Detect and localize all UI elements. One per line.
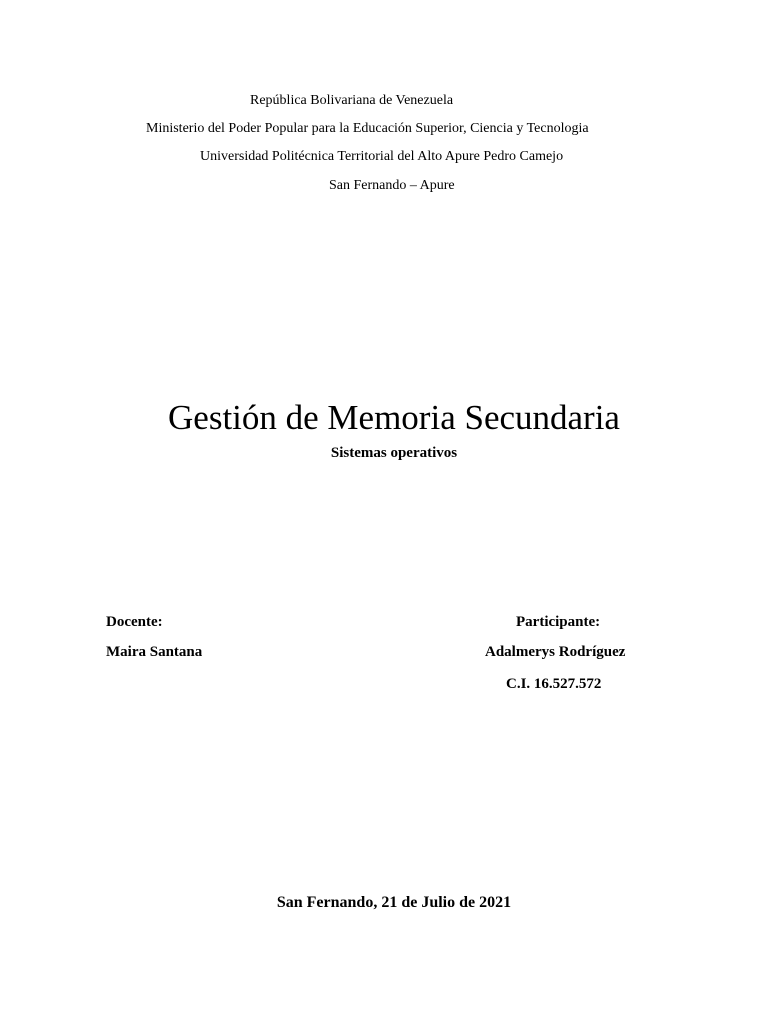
participante-name: Adalmerys Rodríguez [485, 644, 626, 660]
header-ministry: Ministerio del Poder Popular para la Educación Superior, Ciencia y Tecnologia [146, 121, 589, 136]
header-university: Universidad Politécnica Territorial del Alto Apure Pedro Camejo [200, 149, 564, 164]
docente-name: Maira Santana [106, 644, 203, 660]
docente-label: Docente: [106, 614, 163, 630]
header-country: República Bolivariana de Venezuela [250, 93, 454, 108]
header-location: San Fernando – Apure [329, 178, 455, 193]
footer-date: San Fernando, 21 de Julio de 2021 [276, 894, 512, 911]
participante-ci: C.I. 16.527.572 [506, 676, 602, 692]
page-subtitle: Sistemas operativos [330, 445, 458, 461]
page-title: Gestión de Memoria Secundaria [168, 398, 620, 437]
participante-label: Participante: [516, 614, 601, 630]
